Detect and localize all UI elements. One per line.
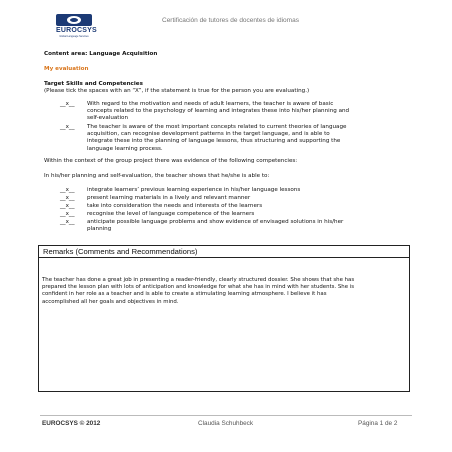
logo-subtext: Global Language Services: [59, 35, 89, 38]
logo-text: EUROCSYS: [56, 27, 97, 34]
my-evaluation-heading: My evaluation: [44, 66, 89, 72]
tick-mark: __x__: [60, 124, 75, 130]
tick-mark: __x__: [60, 101, 75, 107]
header-title: Certificación de tutores de docentes de idiomas: [162, 17, 299, 24]
target-skills-heading: Target Skills and Competencies: [44, 81, 143, 87]
target-skills-instruction: (Please tick the spaces with an “X”, if the statement is true for the person you are evaluating.): [44, 88, 310, 94]
competency-line: planning: [87, 226, 112, 233]
competency-line: integrate learners’ previous learning experience in his/her language lessons: [87, 187, 301, 193]
remarks-body: [42, 277, 404, 306]
competency-line: take into consideration the needs and interests of the learners: [87, 203, 263, 209]
planning-text: In his/her planning and self-evaluation, the teacher shows that he/she is able to:: [44, 173, 270, 179]
statement-line: The teacher is aware of the most important concepts related to current theories of language: [87, 124, 347, 130]
group-project-text: Within the context of the group project there was evidence of the following competencies:: [44, 158, 298, 164]
footer-author: Claudia Schuhbeck: [198, 420, 254, 427]
remarks-line: accomplished all her goals and objectives in mind.: [42, 298, 179, 305]
statement-line: concepts related to the psychology of learning and integrates these into his/her planning and: [87, 108, 350, 115]
statement-line: language learning process.: [87, 145, 163, 152]
competency-line: present learning materials in a lively and relevant manner: [87, 195, 251, 201]
content-area-heading: Content area: Language Acquisition: [44, 51, 158, 57]
remarks-line: prepared the lesson plan with lots of anticipation and knowledge for what she has in mind with her students. She is: [42, 284, 355, 291]
tick-mark: __x__: [60, 211, 75, 217]
statement-line: self-evaluation: [87, 115, 129, 122]
logo-icon: [56, 14, 92, 26]
competency-line: recognise the level of language competence of the learners: [87, 211, 255, 217]
statement-line: acquisition, can recognise development patterns in the target language, and is able to: [87, 131, 330, 138]
competency-line: anticipate possible language problems and show evidence of envisaged solutions in his/her: [87, 219, 344, 225]
footer-copyright: EUROCSYS © 2012: [42, 420, 101, 427]
tick-mark: __x__: [60, 195, 75, 201]
eurocsys-logo: [56, 14, 97, 38]
remarks-title: Remarks (Comments and Recommendations): [43, 247, 198, 256]
tick-mark: __x__: [60, 203, 75, 209]
tick-mark: __x__: [60, 219, 75, 225]
footer-page-number: Página 1 de 2: [358, 420, 398, 427]
remarks-divider: [39, 257, 409, 258]
remarks-box: [38, 245, 410, 392]
statement-line: With regard to the motivation and needs of adult learners, the teacher is aware of basic: [87, 101, 334, 107]
remarks-line: The teacher has done a great job in presenting a reader-friendly, clearly structured dossier. She shows that she has: [42, 277, 355, 283]
statement-line: integrate these into the planning of language lessons, thus structuring and supporting the: [87, 138, 341, 145]
remarks-line: confident in her role as a teacher and is able to create a stimulating learning atmosphere. I believe it has: [42, 291, 327, 298]
footer-divider: [40, 415, 412, 416]
tick-mark: __x__: [60, 187, 75, 193]
